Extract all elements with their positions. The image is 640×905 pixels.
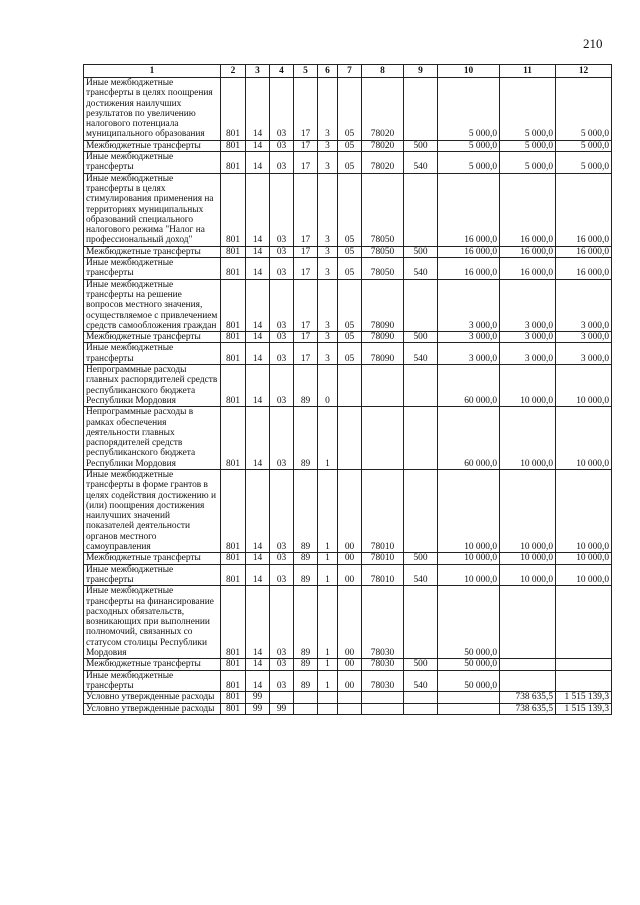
row-value-cell: 17 — [294, 332, 318, 343]
row-value-cell: 10 000,0 — [556, 407, 612, 470]
row-name-cell: Иные межбюджетные трансферты — [84, 343, 221, 365]
row-value-cell — [404, 173, 438, 246]
row-value-cell — [338, 407, 362, 470]
row-value-cell: 60 000,0 — [438, 365, 500, 407]
row-value-cell: 5 000,0 — [556, 78, 612, 141]
row-value-cell: 78090 — [362, 279, 404, 331]
row-value-cell: 5 000,0 — [500, 140, 556, 151]
row-value-cell: 10 000,0 — [500, 553, 556, 564]
row-name-cell: Непрограммные расходы в рамках обеспечения деятельности главных распорядителей средств республиканского бюджета Республики Мордовия — [84, 407, 221, 470]
table-header-row — [84, 65, 612, 78]
row-value-cell: 16 000,0 — [500, 246, 556, 257]
row-value-cell — [318, 703, 338, 714]
row-value-cell: 89 — [294, 553, 318, 564]
header-cell: 10 — [438, 65, 500, 78]
row-value-cell: 801 — [221, 365, 246, 407]
row-value-cell: 3 000,0 — [500, 343, 556, 365]
row-value-cell — [338, 365, 362, 407]
row-value-cell: 89 — [294, 586, 318, 659]
row-value-cell: 801 — [221, 152, 246, 174]
row-value-cell: 14 — [246, 173, 270, 246]
row-value-cell: 03 — [270, 343, 294, 365]
header-cell: 8 — [362, 65, 404, 78]
row-value-cell: 14 — [246, 332, 270, 343]
row-name-cell: Иные межбюджетные трансферты — [84, 564, 221, 586]
row-value-cell: 14 — [246, 469, 270, 552]
row-value-cell: 78020 — [362, 78, 404, 141]
row-value-cell — [438, 692, 500, 703]
row-value-cell: 3 — [318, 140, 338, 151]
row-value-cell: 78050 — [362, 258, 404, 280]
row-value-cell — [270, 692, 294, 703]
row-value-cell — [338, 692, 362, 703]
table-row — [84, 365, 612, 407]
row-value-cell: 3 000,0 — [438, 279, 500, 331]
table-row — [84, 258, 612, 280]
row-value-cell: 14 — [246, 407, 270, 470]
row-value-cell: 99 — [246, 703, 270, 714]
row-value-cell: 801 — [221, 407, 246, 470]
row-value-cell: 16 000,0 — [500, 258, 556, 280]
row-value-cell: 500 — [404, 246, 438, 257]
header-cell: 6 — [318, 65, 338, 78]
row-name-cell: Условно утвержденные расходы — [84, 703, 221, 714]
row-value-cell: 16 000,0 — [438, 258, 500, 280]
row-value-cell — [556, 659, 612, 670]
row-value-cell: 801 — [221, 258, 246, 280]
row-value-cell: 1 — [318, 469, 338, 552]
row-value-cell: 03 — [270, 564, 294, 586]
row-value-cell: 03 — [270, 670, 294, 692]
row-value-cell: 03 — [270, 332, 294, 343]
row-value-cell: 78090 — [362, 343, 404, 365]
row-value-cell: 78010 — [362, 469, 404, 552]
row-value-cell: 3 — [318, 246, 338, 257]
row-value-cell: 3 — [318, 332, 338, 343]
row-value-cell: 540 — [404, 152, 438, 174]
row-value-cell: 5 000,0 — [500, 152, 556, 174]
row-value-cell: 03 — [270, 553, 294, 564]
row-value-cell: 1 — [318, 564, 338, 586]
row-value-cell: 16 000,0 — [556, 258, 612, 280]
header-cell: 1 — [84, 65, 221, 78]
row-value-cell: 16 000,0 — [500, 173, 556, 246]
row-value-cell: 78030 — [362, 586, 404, 659]
row-name-cell: Иные межбюджетные трансферты — [84, 152, 221, 174]
row-value-cell: 78020 — [362, 152, 404, 174]
row-value-cell: 14 — [246, 78, 270, 141]
row-value-cell: 17 — [294, 173, 318, 246]
row-value-cell: 05 — [338, 140, 362, 151]
row-value-cell: 10 000,0 — [556, 469, 612, 552]
row-name-cell: Межбюджетные трансферты — [84, 140, 221, 151]
row-value-cell: 03 — [270, 407, 294, 470]
row-name-cell: Иные межбюджетные трансферты — [84, 258, 221, 280]
row-value-cell — [556, 670, 612, 692]
row-value-cell: 14 — [246, 140, 270, 151]
row-value-cell: 500 — [404, 659, 438, 670]
row-value-cell — [404, 279, 438, 331]
table-row — [84, 152, 612, 174]
row-value-cell: 03 — [270, 78, 294, 141]
row-value-cell: 3 000,0 — [556, 279, 612, 331]
row-value-cell: 3 000,0 — [500, 279, 556, 331]
table-row — [84, 670, 612, 692]
row-value-cell — [404, 692, 438, 703]
row-value-cell: 801 — [221, 586, 246, 659]
row-value-cell: 3 000,0 — [438, 343, 500, 365]
row-value-cell — [294, 692, 318, 703]
row-value-cell: 801 — [221, 140, 246, 151]
row-value-cell: 14 — [246, 343, 270, 365]
row-value-cell: 1 — [318, 659, 338, 670]
row-value-cell: 00 — [338, 659, 362, 670]
row-value-cell: 1 — [318, 407, 338, 470]
row-value-cell — [404, 78, 438, 141]
row-value-cell: 1 — [318, 670, 338, 692]
table-row — [84, 173, 612, 246]
row-value-cell: 14 — [246, 246, 270, 257]
header-cell: 9 — [404, 65, 438, 78]
table-row — [84, 279, 612, 331]
table-row — [84, 246, 612, 257]
row-value-cell: 99 — [246, 692, 270, 703]
row-value-cell: 1 — [318, 553, 338, 564]
row-value-cell: 03 — [270, 586, 294, 659]
row-name-cell: Межбюджетные трансферты — [84, 246, 221, 257]
row-value-cell — [318, 692, 338, 703]
table-row — [84, 469, 612, 552]
row-value-cell — [404, 703, 438, 714]
row-value-cell: 00 — [338, 670, 362, 692]
row-value-cell: 801 — [221, 279, 246, 331]
row-value-cell: 50 000,0 — [438, 659, 500, 670]
row-value-cell: 10 000,0 — [438, 553, 500, 564]
row-value-cell: 1 515 139,3 — [556, 703, 612, 714]
row-name-cell: Иные межбюджетные трансферты в форме грантов в целях содействия достижению и (или) поощрения достижения наилучших значений показателей деятельности органов местного самоуправления — [84, 469, 221, 552]
row-value-cell: 500 — [404, 553, 438, 564]
table-row — [84, 343, 612, 365]
row-value-cell — [362, 407, 404, 470]
row-value-cell: 14 — [246, 586, 270, 659]
row-value-cell: 05 — [338, 258, 362, 280]
row-value-cell: 738 635,5 — [500, 692, 556, 703]
row-value-cell: 10 000,0 — [500, 365, 556, 407]
row-value-cell: 17 — [294, 78, 318, 141]
row-value-cell: 10 000,0 — [438, 564, 500, 586]
row-value-cell: 78050 — [362, 246, 404, 257]
row-value-cell — [500, 586, 556, 659]
row-value-cell: 5 000,0 — [556, 152, 612, 174]
row-value-cell: 801 — [221, 564, 246, 586]
row-value-cell — [500, 670, 556, 692]
row-value-cell: 5 000,0 — [500, 78, 556, 141]
row-value-cell: 05 — [338, 78, 362, 141]
row-value-cell: 00 — [338, 586, 362, 659]
row-name-cell: Непрограммные расходы главных распорядителей средств республиканского бюджета Республики Мордовия — [84, 365, 221, 407]
row-value-cell: 3 — [318, 173, 338, 246]
row-value-cell: 05 — [338, 279, 362, 331]
row-name-cell: Межбюджетные трансферты — [84, 659, 221, 670]
header-cell: 5 — [294, 65, 318, 78]
row-value-cell: 10 000,0 — [438, 469, 500, 552]
table-row — [84, 78, 612, 141]
row-value-cell: 78030 — [362, 659, 404, 670]
row-value-cell: 03 — [270, 173, 294, 246]
row-value-cell: 00 — [338, 553, 362, 564]
row-value-cell: 540 — [404, 343, 438, 365]
table-row — [84, 692, 612, 703]
table-row — [84, 140, 612, 151]
table-row — [84, 564, 612, 586]
table-row — [84, 586, 612, 659]
row-value-cell: 50 000,0 — [438, 586, 500, 659]
row-value-cell: 500 — [404, 332, 438, 343]
row-value-cell: 10 000,0 — [556, 564, 612, 586]
budget-table — [83, 64, 612, 715]
row-value-cell: 03 — [270, 659, 294, 670]
row-value-cell: 89 — [294, 670, 318, 692]
row-value-cell: 3 — [318, 258, 338, 280]
row-value-cell — [404, 407, 438, 470]
header-cell: 12 — [556, 65, 612, 78]
row-value-cell — [404, 586, 438, 659]
row-value-cell: 3 — [318, 343, 338, 365]
row-value-cell — [500, 659, 556, 670]
row-value-cell: 801 — [221, 553, 246, 564]
row-name-cell: Иные межбюджетные трансферты — [84, 670, 221, 692]
row-value-cell: 05 — [338, 332, 362, 343]
row-value-cell: 10 000,0 — [556, 553, 612, 564]
row-name-cell: Межбюджетные трансферты — [84, 332, 221, 343]
row-value-cell: 89 — [294, 659, 318, 670]
row-value-cell: 14 — [246, 258, 270, 280]
row-value-cell: 00 — [338, 564, 362, 586]
row-value-cell: 17 — [294, 279, 318, 331]
header-cell: 3 — [246, 65, 270, 78]
row-value-cell: 3 000,0 — [556, 332, 612, 343]
row-value-cell: 5 000,0 — [438, 78, 500, 141]
row-value-cell: 03 — [270, 279, 294, 331]
row-value-cell: 16 000,0 — [438, 246, 500, 257]
row-name-cell: Условно утвержденные расходы — [84, 692, 221, 703]
row-value-cell: 1 515 139,3 — [556, 692, 612, 703]
row-value-cell: 801 — [221, 670, 246, 692]
row-value-cell: 738 635,5 — [500, 703, 556, 714]
row-value-cell: 801 — [221, 703, 246, 714]
row-value-cell: 60 000,0 — [438, 407, 500, 470]
row-value-cell — [338, 703, 362, 714]
table-row — [84, 703, 612, 714]
row-value-cell: 17 — [294, 140, 318, 151]
row-name-cell: Иные межбюджетные трансферты на финансирование расходных обязательств, возникающих при выполнении полномочий, связанных со статусом столицы Республики Мордовия — [84, 586, 221, 659]
row-value-cell: 14 — [246, 365, 270, 407]
row-value-cell: 5 000,0 — [438, 152, 500, 174]
row-value-cell — [404, 469, 438, 552]
row-value-cell: 5 000,0 — [438, 140, 500, 151]
row-name-cell: Иные межбюджетные трансферты в целях стимулирования применения на территориях муниципальных образований специального налогового режима "Налог на профессиональный доход" — [84, 173, 221, 246]
header-cell: 7 — [338, 65, 362, 78]
row-value-cell: 05 — [338, 343, 362, 365]
row-value-cell: 5 000,0 — [556, 140, 612, 151]
row-value-cell: 16 000,0 — [556, 246, 612, 257]
row-value-cell: 78020 — [362, 140, 404, 151]
row-value-cell: 3 — [318, 152, 338, 174]
row-value-cell: 16 000,0 — [438, 173, 500, 246]
row-value-cell: 801 — [221, 343, 246, 365]
row-value-cell — [404, 365, 438, 407]
row-value-cell: 89 — [294, 407, 318, 470]
row-value-cell: 17 — [294, 152, 318, 174]
row-value-cell: 801 — [221, 78, 246, 141]
row-value-cell — [362, 703, 404, 714]
row-value-cell — [362, 365, 404, 407]
header-cell: 2 — [221, 65, 246, 78]
header-cell: 4 — [270, 65, 294, 78]
table-row — [84, 407, 612, 470]
row-value-cell: 500 — [404, 140, 438, 151]
row-value-cell: 801 — [221, 173, 246, 246]
row-value-cell: 50 000,0 — [438, 670, 500, 692]
row-value-cell: 03 — [270, 152, 294, 174]
row-value-cell: 10 000,0 — [556, 365, 612, 407]
row-name-cell: Иные межбюджетные трансферты в целях поощрения достижения наилучших результатов по увеличению налогового потенциала муниципального образования — [84, 78, 221, 141]
row-value-cell: 0 — [318, 365, 338, 407]
row-value-cell: 10 000,0 — [500, 469, 556, 552]
row-value-cell: 89 — [294, 564, 318, 586]
row-value-cell: 14 — [246, 553, 270, 564]
row-value-cell: 14 — [246, 670, 270, 692]
row-value-cell: 10 000,0 — [500, 407, 556, 470]
row-value-cell: 03 — [270, 365, 294, 407]
row-value-cell: 10 000,0 — [500, 564, 556, 586]
table-row — [84, 553, 612, 564]
row-value-cell: 78090 — [362, 332, 404, 343]
page-number: 210 — [583, 36, 603, 51]
row-name-cell: Межбюджетные трансферты — [84, 553, 221, 564]
row-value-cell — [362, 692, 404, 703]
row-value-cell: 89 — [294, 469, 318, 552]
row-value-cell: 05 — [338, 152, 362, 174]
row-value-cell: 540 — [404, 564, 438, 586]
row-value-cell: 3 000,0 — [500, 332, 556, 343]
row-value-cell: 801 — [221, 692, 246, 703]
row-value-cell: 17 — [294, 246, 318, 257]
row-value-cell: 03 — [270, 246, 294, 257]
row-value-cell: 16 000,0 — [556, 173, 612, 246]
row-value-cell: 3 — [318, 279, 338, 331]
row-value-cell: 801 — [221, 246, 246, 257]
row-value-cell: 78010 — [362, 553, 404, 564]
row-value-cell: 78030 — [362, 670, 404, 692]
row-value-cell: 78050 — [362, 173, 404, 246]
row-value-cell: 89 — [294, 365, 318, 407]
row-value-cell: 03 — [270, 469, 294, 552]
row-value-cell: 540 — [404, 670, 438, 692]
row-value-cell: 801 — [221, 659, 246, 670]
table-row — [84, 332, 612, 343]
row-value-cell: 05 — [338, 173, 362, 246]
row-value-cell: 540 — [404, 258, 438, 280]
row-name-cell: Иные межбюджетные трансферты на решение вопросов местного значения, осуществляемое с привлечением средств самообложения граждан — [84, 279, 221, 331]
row-value-cell: 03 — [270, 258, 294, 280]
row-value-cell: 3 — [318, 78, 338, 141]
header-cell: 11 — [500, 65, 556, 78]
row-value-cell: 05 — [338, 246, 362, 257]
row-value-cell: 801 — [221, 332, 246, 343]
row-value-cell: 3 000,0 — [438, 332, 500, 343]
row-value-cell: 17 — [294, 343, 318, 365]
row-value-cell: 14 — [246, 279, 270, 331]
row-value-cell: 1 — [318, 586, 338, 659]
row-value-cell: 14 — [246, 659, 270, 670]
row-value-cell: 99 — [270, 703, 294, 714]
row-value-cell: 14 — [246, 564, 270, 586]
row-value-cell: 3 000,0 — [556, 343, 612, 365]
row-value-cell: 03 — [270, 140, 294, 151]
table-row — [84, 659, 612, 670]
row-value-cell: 17 — [294, 258, 318, 280]
row-value-cell — [294, 703, 318, 714]
row-value-cell — [556, 586, 612, 659]
row-value-cell: 801 — [221, 469, 246, 552]
row-value-cell: 78010 — [362, 564, 404, 586]
row-value-cell — [438, 703, 500, 714]
row-value-cell: 00 — [338, 469, 362, 552]
row-value-cell: 14 — [246, 152, 270, 174]
